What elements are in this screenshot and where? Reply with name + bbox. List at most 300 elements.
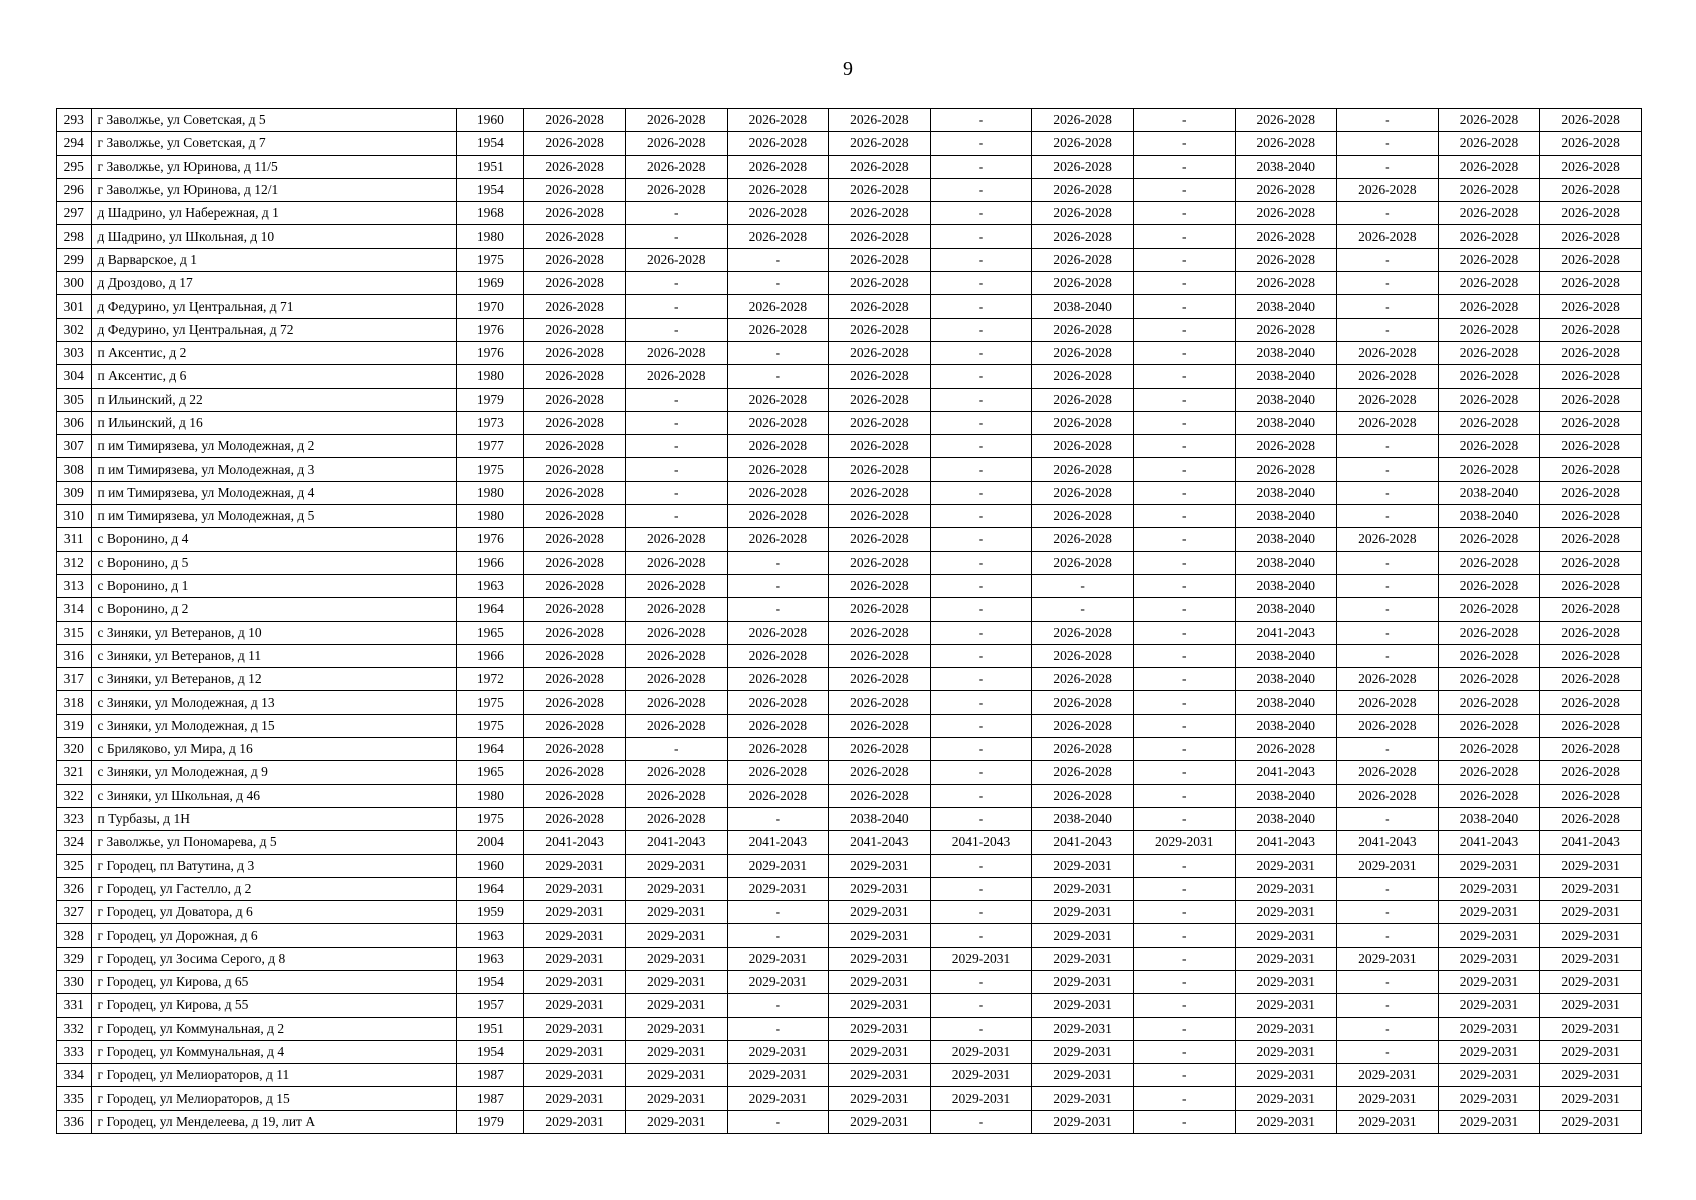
period-cell: 2029-2031 — [829, 1040, 931, 1063]
period-cell: - — [727, 807, 829, 830]
year-cell: 1979 — [457, 1110, 524, 1133]
table-row — [57, 481, 1642, 504]
period-cell: 2026-2028 — [727, 714, 829, 737]
period-cell: 2029-2031 — [1540, 994, 1642, 1017]
period-cell: 2026-2028 — [1438, 272, 1540, 295]
table-row — [57, 551, 1642, 574]
period-cell: 2026-2028 — [625, 109, 727, 132]
period-cell: - — [930, 341, 1032, 364]
year-cell: 1963 — [457, 574, 524, 597]
table-row — [57, 901, 1642, 924]
period-cell: - — [625, 202, 727, 225]
period-cell: 2026-2028 — [829, 784, 931, 807]
table-row — [57, 109, 1642, 132]
period-cell: - — [1133, 505, 1235, 528]
period-cell: - — [727, 1017, 829, 1040]
period-cell: - — [625, 318, 727, 341]
period-cell: 2026-2028 — [524, 738, 626, 761]
period-cell: 2029-2031 — [1438, 877, 1540, 900]
period-cell: 2026-2028 — [1540, 528, 1642, 551]
row-number-cell: 313 — [57, 574, 92, 597]
period-cell: 2026-2028 — [727, 132, 829, 155]
period-cell: - — [727, 272, 829, 295]
period-cell: 2029-2031 — [930, 1064, 1032, 1087]
period-cell: 2026-2028 — [727, 668, 829, 691]
period-cell: - — [1337, 807, 1439, 830]
period-cell: - — [1337, 621, 1439, 644]
period-cell: 2029-2031 — [829, 1087, 931, 1110]
period-cell: - — [1133, 947, 1235, 970]
period-cell: 2026-2028 — [829, 202, 931, 225]
period-cell: 2026-2028 — [1540, 388, 1642, 411]
year-cell: 1966 — [457, 551, 524, 574]
period-cell: - — [1337, 551, 1439, 574]
period-cell: 2038-2040 — [1438, 505, 1540, 528]
period-cell: 2026-2028 — [829, 574, 931, 597]
row-number-cell: 316 — [57, 644, 92, 667]
year-cell: 1975 — [457, 248, 524, 271]
period-cell: - — [1337, 877, 1439, 900]
period-cell: 2026-2028 — [1032, 644, 1134, 667]
period-cell: 2026-2028 — [1540, 807, 1642, 830]
table-row — [57, 272, 1642, 295]
period-cell: - — [1133, 1017, 1235, 1040]
period-cell: - — [1133, 132, 1235, 155]
row-number-cell: 324 — [57, 831, 92, 854]
row-number-cell: 304 — [57, 365, 92, 388]
period-cell: 2026-2028 — [829, 109, 931, 132]
period-cell: 2029-2031 — [829, 947, 931, 970]
period-cell: 2038-2040 — [1235, 807, 1337, 830]
row-number-cell: 301 — [57, 295, 92, 318]
period-cell: - — [930, 365, 1032, 388]
address-cell: п им Тимирязева, ул Молодежная, д 4 — [91, 481, 457, 504]
period-cell: 2029-2031 — [1438, 1087, 1540, 1110]
address-cell: г Заволжье, ул Советская, д 7 — [91, 132, 457, 155]
period-cell: 2038-2040 — [1235, 505, 1337, 528]
period-cell: 2029-2031 — [1540, 877, 1642, 900]
period-cell: 2026-2028 — [829, 248, 931, 271]
period-cell: 2026-2028 — [1235, 738, 1337, 761]
period-cell: - — [930, 714, 1032, 737]
period-cell: 2026-2028 — [829, 761, 931, 784]
table-row — [57, 784, 1642, 807]
address-cell: д Шадрино, ул Набережная, д 1 — [91, 202, 457, 225]
year-cell: 1970 — [457, 295, 524, 318]
period-cell: 2026-2028 — [829, 738, 931, 761]
period-cell: - — [930, 1017, 1032, 1040]
table-row — [57, 505, 1642, 528]
row-number-cell: 314 — [57, 598, 92, 621]
period-cell: 2026-2028 — [625, 551, 727, 574]
period-cell: 2026-2028 — [1438, 225, 1540, 248]
period-cell: 2029-2031 — [1540, 1040, 1642, 1063]
period-cell: 2029-2031 — [1235, 994, 1337, 1017]
period-cell: 2029-2031 — [524, 994, 626, 1017]
period-cell: 2026-2028 — [1235, 435, 1337, 458]
period-cell: - — [930, 225, 1032, 248]
year-cell: 1963 — [457, 924, 524, 947]
table-row — [57, 1110, 1642, 1133]
period-cell: 2026-2028 — [625, 598, 727, 621]
period-cell: - — [1337, 202, 1439, 225]
period-cell: - — [930, 644, 1032, 667]
period-cell: - — [1337, 505, 1439, 528]
row-number-cell: 315 — [57, 621, 92, 644]
period-cell: 2026-2028 — [625, 714, 727, 737]
period-cell: 2026-2028 — [1540, 132, 1642, 155]
row-number-cell: 320 — [57, 738, 92, 761]
period-cell: 2038-2040 — [1032, 295, 1134, 318]
period-cell: 2026-2028 — [1032, 341, 1134, 364]
row-number-cell: 305 — [57, 388, 92, 411]
period-cell: 2026-2028 — [1540, 761, 1642, 784]
row-number-cell: 329 — [57, 947, 92, 970]
period-cell: - — [1133, 318, 1235, 341]
period-cell: - — [1337, 295, 1439, 318]
period-cell: - — [1133, 854, 1235, 877]
period-cell: 2026-2028 — [1032, 691, 1134, 714]
period-cell: - — [625, 505, 727, 528]
period-cell: - — [1133, 761, 1235, 784]
period-cell: 2026-2028 — [1540, 738, 1642, 761]
period-cell: 2026-2028 — [1032, 318, 1134, 341]
period-cell: - — [1337, 481, 1439, 504]
period-cell: 2026-2028 — [829, 272, 931, 295]
period-cell: 2029-2031 — [625, 1087, 727, 1110]
period-cell: 2026-2028 — [1337, 691, 1439, 714]
table-row — [57, 994, 1642, 1017]
period-cell: 2041-2043 — [1337, 831, 1439, 854]
period-cell: 2029-2031 — [1235, 1064, 1337, 1087]
year-cell: 1975 — [457, 714, 524, 737]
period-cell: 2029-2031 — [524, 1040, 626, 1063]
row-number-cell: 295 — [57, 155, 92, 178]
table-row — [57, 598, 1642, 621]
period-cell: 2038-2040 — [1235, 388, 1337, 411]
period-cell: 2026-2028 — [1438, 574, 1540, 597]
period-cell: 2026-2028 — [625, 132, 727, 155]
year-cell: 1975 — [457, 807, 524, 830]
period-cell: - — [930, 551, 1032, 574]
year-cell: 1964 — [457, 877, 524, 900]
year-cell: 1987 — [457, 1087, 524, 1110]
period-cell: - — [1337, 248, 1439, 271]
period-cell: 2029-2031 — [524, 924, 626, 947]
period-cell: 2026-2028 — [727, 178, 829, 201]
period-cell: 2026-2028 — [829, 551, 931, 574]
period-cell: - — [1133, 621, 1235, 644]
year-cell: 1980 — [457, 365, 524, 388]
period-cell: 2029-2031 — [1235, 901, 1337, 924]
period-cell: 2041-2043 — [1438, 831, 1540, 854]
row-number-cell: 334 — [57, 1064, 92, 1087]
period-cell: 2026-2028 — [1235, 248, 1337, 271]
period-cell: - — [1133, 598, 1235, 621]
period-cell: - — [930, 807, 1032, 830]
period-cell: 2026-2028 — [829, 178, 931, 201]
period-cell: - — [625, 435, 727, 458]
period-cell: 2029-2031 — [625, 1040, 727, 1063]
year-cell: 1975 — [457, 458, 524, 481]
period-cell: - — [1133, 644, 1235, 667]
address-cell: п Аксентис, д 2 — [91, 341, 457, 364]
address-cell: д Федурино, ул Центральная, д 71 — [91, 295, 457, 318]
address-cell: с Зиняки, ул Молодежная, д 13 — [91, 691, 457, 714]
period-cell: 2029-2031 — [727, 947, 829, 970]
period-cell: 2026-2028 — [1438, 435, 1540, 458]
address-cell: с Зиняки, ул Ветеранов, д 12 — [91, 668, 457, 691]
address-cell: г Городец, ул Коммунальная, д 2 — [91, 1017, 457, 1040]
period-cell: 2026-2028 — [1032, 528, 1134, 551]
period-cell: - — [1133, 1087, 1235, 1110]
year-cell: 1964 — [457, 598, 524, 621]
year-cell: 1980 — [457, 505, 524, 528]
period-cell: 2029-2031 — [829, 877, 931, 900]
period-cell: 2026-2028 — [1337, 668, 1439, 691]
year-cell: 1960 — [457, 109, 524, 132]
period-cell: 2026-2028 — [1235, 318, 1337, 341]
period-cell: 2026-2028 — [524, 132, 626, 155]
address-cell: г Городец, ул Кирова, д 55 — [91, 994, 457, 1017]
year-cell: 1954 — [457, 970, 524, 993]
period-cell: 2026-2028 — [1235, 458, 1337, 481]
table-row — [57, 458, 1642, 481]
period-cell: 2029-2031 — [1235, 947, 1337, 970]
period-cell: 2041-2043 — [1032, 831, 1134, 854]
period-cell: 2026-2028 — [727, 109, 829, 132]
period-cell: - — [1133, 714, 1235, 737]
period-cell: - — [1133, 109, 1235, 132]
period-cell: 2026-2028 — [524, 807, 626, 830]
period-cell: - — [930, 178, 1032, 201]
period-cell: 2026-2028 — [625, 528, 727, 551]
period-cell: 2026-2028 — [1337, 388, 1439, 411]
period-cell: - — [1133, 784, 1235, 807]
period-cell: - — [625, 738, 727, 761]
period-cell: - — [1133, 178, 1235, 201]
period-cell: 2029-2031 — [1438, 1064, 1540, 1087]
period-cell: 2029-2031 — [1540, 1017, 1642, 1040]
period-cell: 2026-2028 — [1032, 714, 1134, 737]
period-cell: - — [1337, 598, 1439, 621]
period-cell: 2029-2031 — [625, 1110, 727, 1133]
period-cell: - — [1337, 435, 1439, 458]
period-cell: 2029-2031 — [1337, 947, 1439, 970]
period-cell: 2029-2031 — [727, 854, 829, 877]
period-cell: 2029-2031 — [1032, 1087, 1134, 1110]
period-cell: 2029-2031 — [1235, 1110, 1337, 1133]
period-cell: 2029-2031 — [1032, 924, 1134, 947]
period-cell: 2029-2031 — [1540, 924, 1642, 947]
period-cell: 2026-2028 — [1337, 528, 1439, 551]
period-cell: 2026-2028 — [727, 411, 829, 434]
year-cell: 1965 — [457, 621, 524, 644]
table-row — [57, 738, 1642, 761]
address-cell: д Федурино, ул Центральная, д 72 — [91, 318, 457, 341]
period-cell: 2029-2031 — [524, 970, 626, 993]
address-cell: д Варварское, д 1 — [91, 248, 457, 271]
period-cell: 2026-2028 — [625, 668, 727, 691]
period-cell: 2026-2028 — [1540, 435, 1642, 458]
table-row — [57, 225, 1642, 248]
period-cell: 2026-2028 — [1540, 109, 1642, 132]
period-cell: 2029-2031 — [829, 1017, 931, 1040]
period-cell: - — [1133, 341, 1235, 364]
period-cell: 2026-2028 — [1438, 341, 1540, 364]
period-cell: 2026-2028 — [524, 691, 626, 714]
address-cell: г Городец, ул Коммунальная, д 4 — [91, 1040, 457, 1063]
year-cell: 1980 — [457, 225, 524, 248]
row-number-cell: 296 — [57, 178, 92, 201]
row-number-cell: 318 — [57, 691, 92, 714]
row-number-cell: 298 — [57, 225, 92, 248]
period-cell: 2029-2031 — [524, 877, 626, 900]
period-cell: 2026-2028 — [829, 481, 931, 504]
period-cell: 2029-2031 — [1438, 947, 1540, 970]
address-cell: г Заволжье, ул Советская, д 5 — [91, 109, 457, 132]
period-cell: - — [930, 598, 1032, 621]
period-cell: - — [930, 994, 1032, 1017]
year-cell: 1964 — [457, 738, 524, 761]
period-cell: 2026-2028 — [625, 784, 727, 807]
row-number-cell: 333 — [57, 1040, 92, 1063]
period-cell: 2029-2031 — [625, 947, 727, 970]
period-cell: 2026-2028 — [1032, 109, 1134, 132]
period-cell: 2026-2028 — [524, 668, 626, 691]
period-cell: 2029-2031 — [625, 1064, 727, 1087]
period-cell: 2026-2028 — [1540, 458, 1642, 481]
period-cell: 2029-2031 — [1235, 970, 1337, 993]
period-cell: - — [930, 411, 1032, 434]
period-cell: 2026-2028 — [625, 761, 727, 784]
period-cell: 2026-2028 — [524, 458, 626, 481]
period-cell: 2026-2028 — [1540, 505, 1642, 528]
row-number-cell: 331 — [57, 994, 92, 1017]
period-cell: 2026-2028 — [625, 807, 727, 830]
period-cell: 2029-2031 — [1032, 877, 1134, 900]
period-cell: 2026-2028 — [524, 784, 626, 807]
period-cell: 2041-2043 — [524, 831, 626, 854]
period-cell: 2026-2028 — [1438, 411, 1540, 434]
year-cell: 1957 — [457, 994, 524, 1017]
year-cell: 1972 — [457, 668, 524, 691]
period-cell: 2029-2031 — [1438, 1017, 1540, 1040]
period-cell: 2026-2028 — [829, 621, 931, 644]
address-cell: с Воронино, д 2 — [91, 598, 457, 621]
period-cell: 2026-2028 — [1337, 411, 1439, 434]
period-cell: 2026-2028 — [1540, 481, 1642, 504]
address-cell: п Аксентис, д 6 — [91, 365, 457, 388]
table-row — [57, 924, 1642, 947]
row-number-cell: 308 — [57, 458, 92, 481]
period-cell: 2029-2031 — [524, 1087, 626, 1110]
address-cell: г Городец, ул Дорожная, д 6 — [91, 924, 457, 947]
period-cell: - — [727, 994, 829, 1017]
year-cell: 1979 — [457, 388, 524, 411]
period-cell: - — [930, 481, 1032, 504]
period-cell: 2041-2043 — [829, 831, 931, 854]
period-cell: 2026-2028 — [1438, 109, 1540, 132]
period-cell: - — [930, 574, 1032, 597]
period-cell: 2026-2028 — [1337, 225, 1439, 248]
period-cell: - — [625, 411, 727, 434]
period-cell: 2026-2028 — [829, 691, 931, 714]
period-cell: - — [625, 481, 727, 504]
row-number-cell: 307 — [57, 435, 92, 458]
period-cell: 2026-2028 — [1032, 784, 1134, 807]
period-cell: 2026-2028 — [1438, 738, 1540, 761]
period-cell: 2026-2028 — [727, 388, 829, 411]
period-cell: 2026-2028 — [829, 411, 931, 434]
period-cell: 2026-2028 — [1540, 574, 1642, 597]
period-cell: 2026-2028 — [727, 621, 829, 644]
period-cell: - — [727, 924, 829, 947]
period-cell: 2026-2028 — [524, 761, 626, 784]
period-cell: 2026-2028 — [1438, 248, 1540, 271]
table-row — [57, 1064, 1642, 1087]
period-cell: 2038-2040 — [1032, 807, 1134, 830]
period-cell: - — [1337, 458, 1439, 481]
row-number-cell: 321 — [57, 761, 92, 784]
table-row — [57, 341, 1642, 364]
period-cell: - — [1133, 435, 1235, 458]
period-cell: 2026-2028 — [1438, 621, 1540, 644]
period-cell: 2026-2028 — [727, 644, 829, 667]
period-cell: 2026-2028 — [1032, 551, 1134, 574]
period-cell: 2026-2028 — [524, 248, 626, 271]
period-cell: 2029-2031 — [1540, 1064, 1642, 1087]
period-cell: - — [930, 272, 1032, 295]
page-number: 9 — [843, 58, 853, 80]
row-number-cell: 322 — [57, 784, 92, 807]
period-cell: - — [930, 155, 1032, 178]
period-cell: 2026-2028 — [1540, 318, 1642, 341]
period-cell: 2026-2028 — [1540, 202, 1642, 225]
period-cell: 2026-2028 — [1337, 365, 1439, 388]
period-cell: 2026-2028 — [1438, 668, 1540, 691]
period-cell: 2029-2031 — [625, 854, 727, 877]
address-cell: п Ильинский, д 16 — [91, 411, 457, 434]
period-cell: 2029-2031 — [727, 1087, 829, 1110]
period-cell: 2029-2031 — [1235, 924, 1337, 947]
period-cell: 2026-2028 — [829, 598, 931, 621]
period-cell: 2038-2040 — [1235, 155, 1337, 178]
period-cell: 2026-2028 — [524, 272, 626, 295]
table-row — [57, 714, 1642, 737]
period-cell: 2026-2028 — [1032, 132, 1134, 155]
period-cell: 2026-2028 — [1540, 248, 1642, 271]
table-row — [57, 435, 1642, 458]
year-cell: 1973 — [457, 411, 524, 434]
period-cell: 2026-2028 — [1540, 225, 1642, 248]
period-cell: 2029-2031 — [625, 877, 727, 900]
period-cell: - — [930, 784, 1032, 807]
address-cell: г Городец, ул Менделеева, д 19, лит А — [91, 1110, 457, 1133]
period-cell: - — [727, 365, 829, 388]
period-cell: 2029-2031 — [625, 924, 727, 947]
year-cell: 1976 — [457, 318, 524, 341]
table-row — [57, 388, 1642, 411]
period-cell: - — [930, 761, 1032, 784]
period-cell: - — [930, 621, 1032, 644]
period-cell: 2029-2031 — [1438, 1110, 1540, 1133]
address-cell: п Ильинский, д 22 — [91, 388, 457, 411]
period-cell: 2026-2028 — [727, 202, 829, 225]
period-cell: 2026-2028 — [829, 668, 931, 691]
period-cell: 2026-2028 — [1438, 132, 1540, 155]
table-row — [57, 691, 1642, 714]
